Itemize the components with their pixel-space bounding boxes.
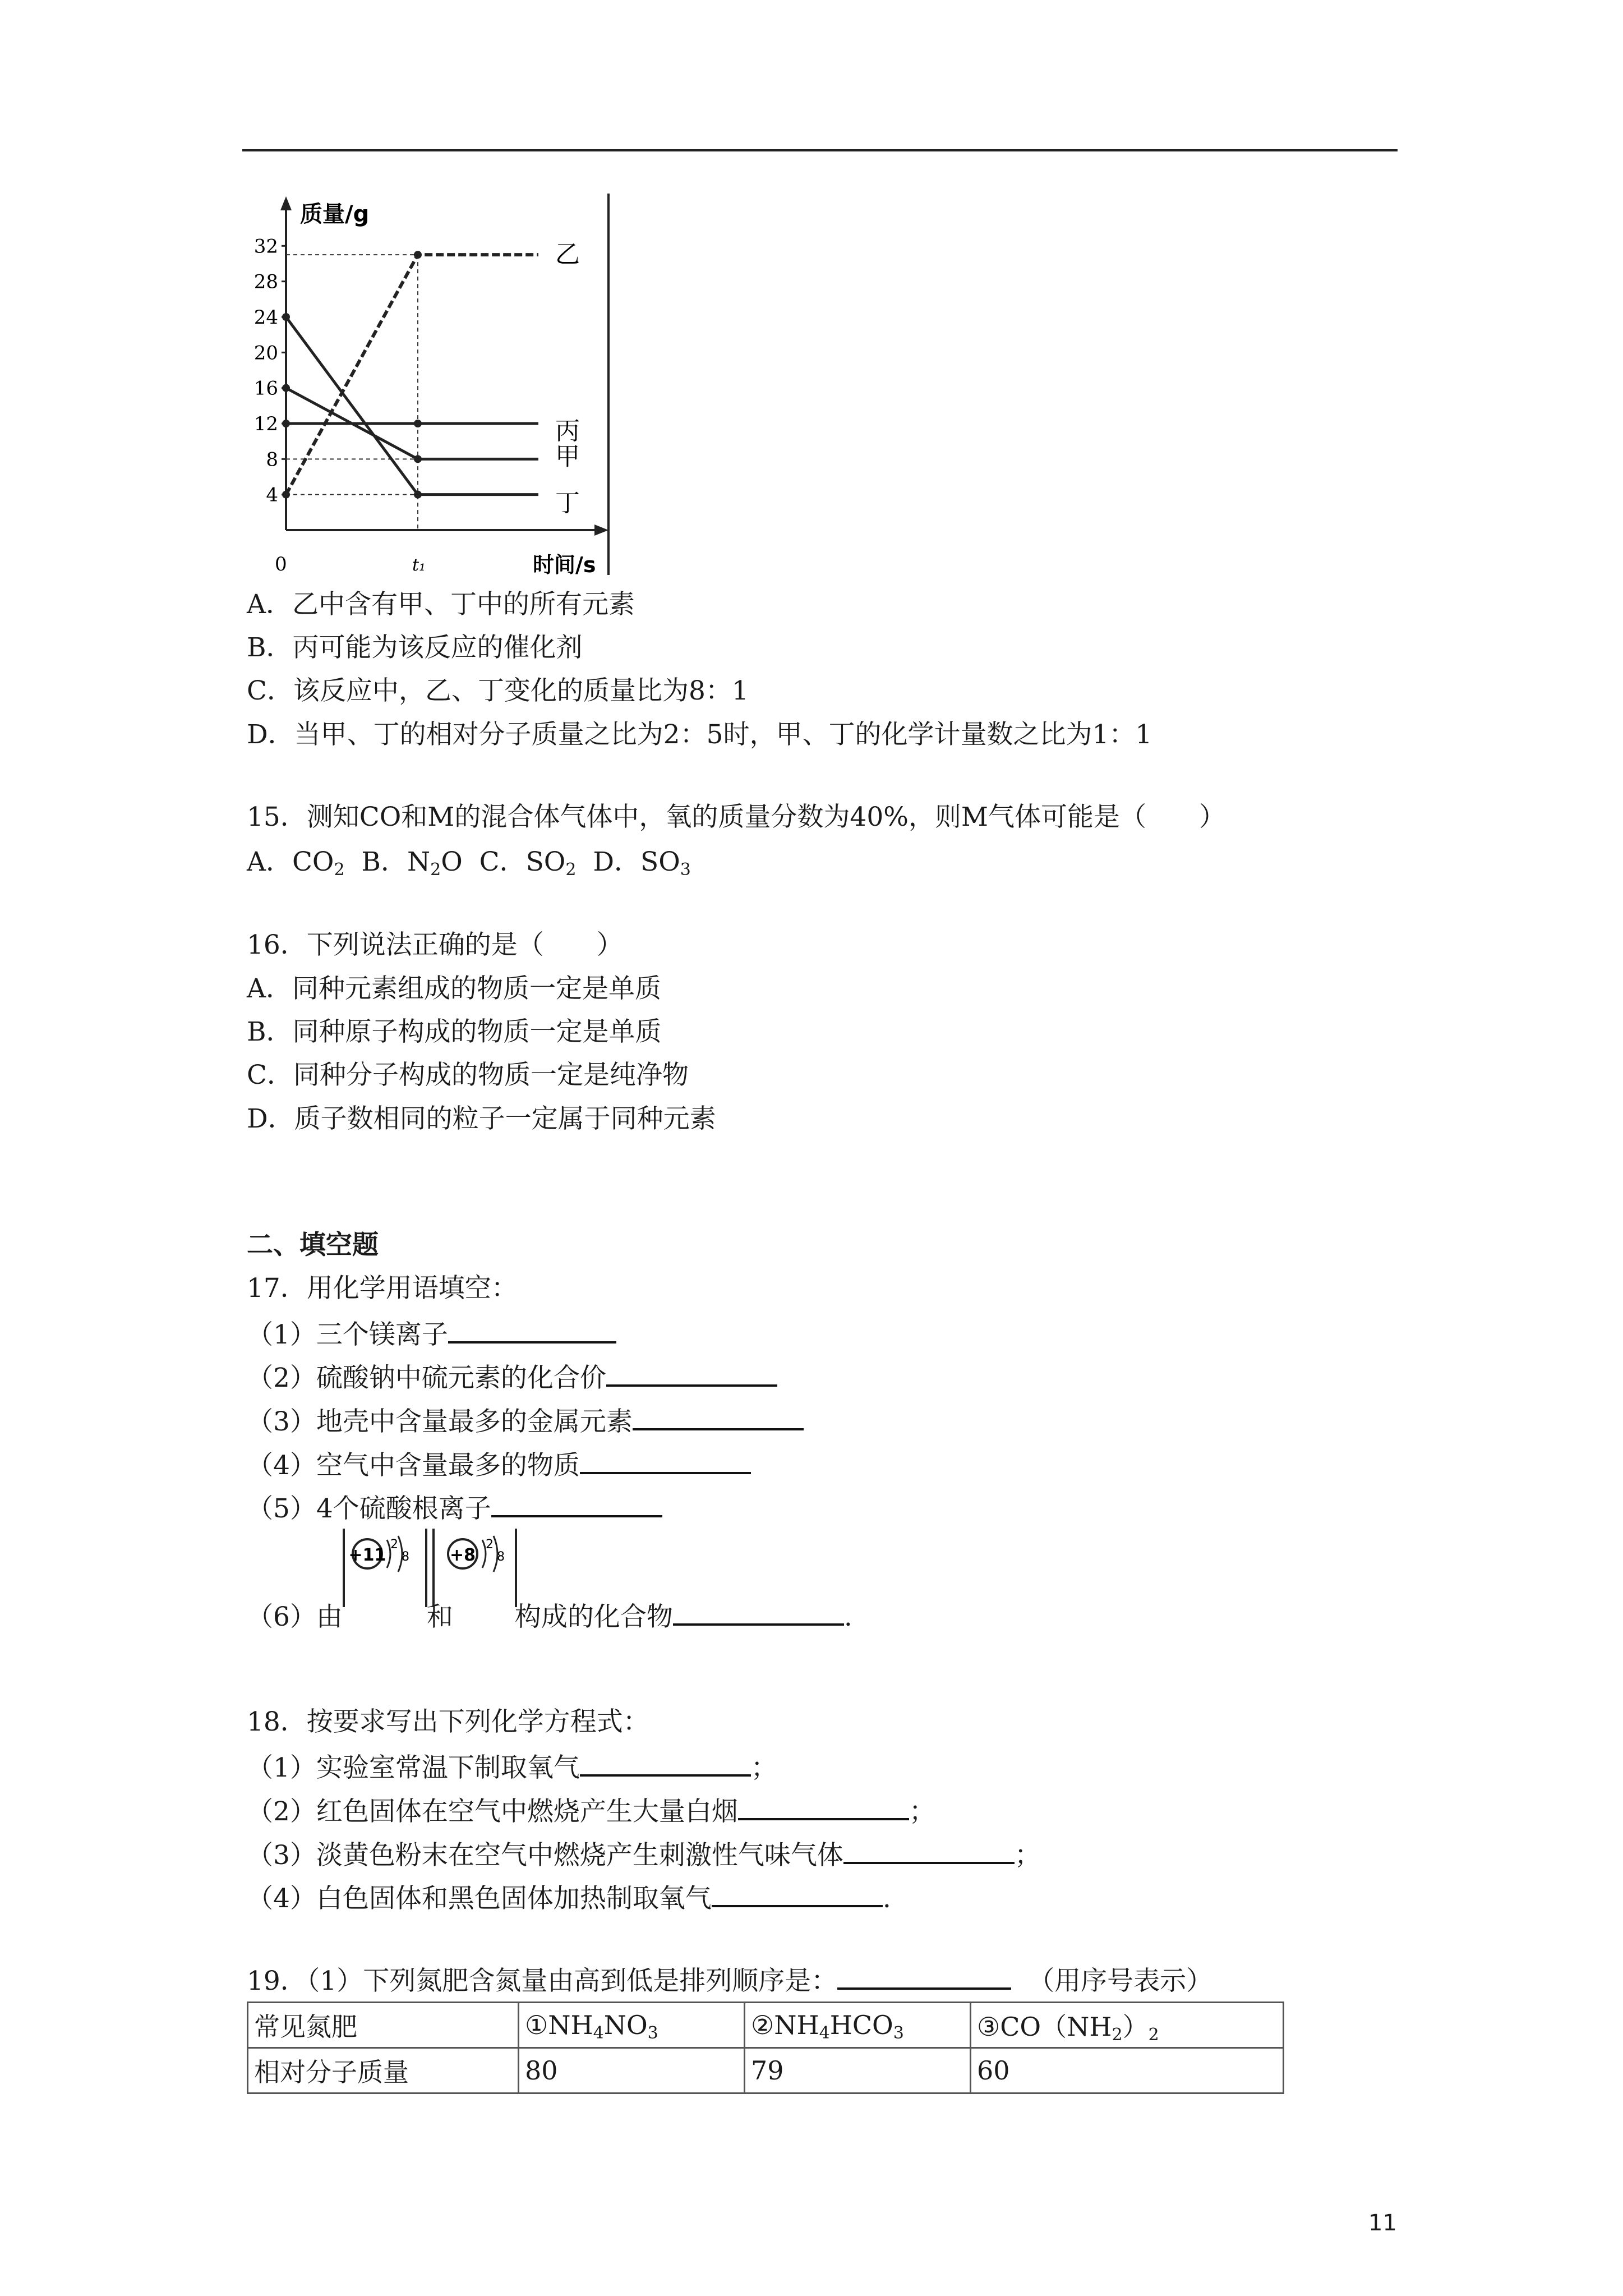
x-axis-arrow xyxy=(594,524,608,536)
y-tick-label: 28 xyxy=(253,270,278,293)
y-tick-label: 16 xyxy=(253,377,278,400)
series-label-甲: 甲 xyxy=(555,442,580,471)
q17-item-6: （6）由 和 构成的化合物 . xyxy=(247,1598,852,1634)
y-tick-label: 8 xyxy=(266,448,278,471)
y-tick-label: 4 xyxy=(266,484,278,507)
data-point xyxy=(282,313,290,321)
q15-option-c: C．SO xyxy=(479,846,566,877)
answer-blank[interactable] xyxy=(673,1598,844,1626)
x-axis-label: 时间/s xyxy=(533,553,596,575)
nitrogen-fertilizer-table xyxy=(247,2001,1284,2094)
q14-option-b: B．丙可能为该反应的催化剂 xyxy=(247,632,583,663)
atom1-nucleus: +11 xyxy=(348,1545,386,1565)
data-point xyxy=(414,491,422,499)
series-label-丙: 丙 xyxy=(555,417,580,445)
q17-item-1: （1）三个镁离子 xyxy=(247,1315,616,1352)
series-line-丁 xyxy=(286,317,538,495)
table-cell: 80 xyxy=(519,2048,745,2093)
y-tick-label: 24 xyxy=(253,306,278,329)
table-cell: 相对分子质量 xyxy=(248,2048,519,2093)
x-tick-label: t₁ xyxy=(412,555,426,575)
answer-blank[interactable] xyxy=(580,1446,751,1474)
table-row xyxy=(248,2003,1284,2048)
data-point xyxy=(282,420,290,427)
q18-item-3: （3）淡黄色粉末在空气中燃烧产生刺激性气味气体 ； xyxy=(247,1836,1041,1872)
answer-blank[interactable] xyxy=(491,1489,662,1517)
q14-option-a: A．乙中含有甲、丁中的所有元素 xyxy=(247,589,635,620)
answer-blank[interactable] xyxy=(580,1749,751,1777)
q17-item-5: （5）4个硫酸根离子 xyxy=(247,1489,662,1526)
q18-item-2: （2）红色固体在空气中燃烧产生大量白烟 ； xyxy=(247,1792,935,1829)
q16-option-d: D．质子数相同的粒子一定属于同种元素 xyxy=(247,1103,716,1134)
data-point xyxy=(414,251,422,259)
y-axis-arrow xyxy=(280,196,292,210)
y-tick-label: 20 xyxy=(253,342,278,365)
y-tick-label: 32 xyxy=(253,235,278,258)
header-rule xyxy=(242,149,1398,151)
mass-time-chart xyxy=(241,194,634,575)
table-cell: $①NH_4NO_3$ xyxy=(519,2003,745,2048)
chart-labels-group xyxy=(254,201,596,575)
q17-item-3: （3）地壳中含量最多的金属元素 xyxy=(247,1402,804,1439)
chart-axes xyxy=(243,194,608,575)
q15-option-a: A．CO xyxy=(247,846,334,877)
svg-text:8: 8 xyxy=(402,1550,409,1564)
data-point xyxy=(414,455,422,463)
y-tick-label: 12 xyxy=(253,413,278,435)
answer-blank[interactable] xyxy=(448,1315,616,1343)
y-axis-label: 质量/g xyxy=(300,201,370,227)
data-point xyxy=(282,384,290,392)
q15-option-b: B．N xyxy=(361,846,431,877)
table-cell: 常见氮肥 xyxy=(248,2003,519,2048)
q18-stem: 18．按要求写出下列化学方程式： xyxy=(247,1706,649,1737)
q15-option-d: D．SO xyxy=(593,846,680,877)
svg-text:2: 2 xyxy=(486,1538,494,1552)
answer-blank[interactable] xyxy=(633,1402,804,1430)
q17-stem: 17．用化学用语填空： xyxy=(247,1273,518,1304)
table-cell: 79 xyxy=(745,2048,971,2093)
q15-stem: 15．测知CO和M的混合体气体中，氧的质量分数为40%，则M气体可能是（ ） xyxy=(247,802,1226,832)
data-point xyxy=(282,491,290,499)
q17-item-4: （4）空气中含量最多的物质 xyxy=(247,1446,751,1483)
q18-item-1: （1）实验室常温下制取氧气 ； xyxy=(247,1749,777,1785)
q14-option-d: D．当甲、丁的相对分子质量之比为2：5时，甲、丁的化学计量数之比为1：1 xyxy=(247,719,1152,750)
answer-blank[interactable] xyxy=(837,1962,1011,1990)
q15-options: A．$CO_2$ B．$N_2O$ C．$SO_2$ D．$SO_3$ xyxy=(247,846,691,880)
page-number: 11 xyxy=(1368,2210,1397,2236)
table-cell: 60 xyxy=(971,2048,1284,2093)
section-title: 二、填空题 xyxy=(247,1230,379,1260)
answer-blank[interactable] xyxy=(843,1836,1015,1864)
series-label-乙: 乙 xyxy=(555,240,580,269)
data-point xyxy=(414,420,422,427)
svg-text:8: 8 xyxy=(497,1550,505,1564)
q17-item-2: （2）硫酸钠中硫元素的化合价 xyxy=(247,1359,777,1395)
table-cell: $②NH_4HCO_3$ xyxy=(745,2003,971,2048)
table-row xyxy=(248,2048,1284,2093)
atom2-nucleus: +8 xyxy=(449,1545,476,1565)
q14-option-c: C．该反应中，乙、丁变化的质量比为8：1 xyxy=(247,675,749,706)
q16-option-b: B．同种原子构成的物质一定是单质 xyxy=(247,1016,662,1047)
svg-text:2: 2 xyxy=(390,1538,398,1552)
q19-stem: 19．（1）下列氮肥含氮量由高到低是排列顺序是： （用序号表示） xyxy=(247,1962,1212,1998)
q18-item-4: （4）白色固体和黑色固体加热制取氧气 . xyxy=(247,1879,891,1916)
series-label-丁: 丁 xyxy=(555,489,580,518)
q16-stem: 16．下列说法正确的是（ ） xyxy=(247,930,623,960)
chart-series-group xyxy=(282,251,538,499)
answer-blank[interactable] xyxy=(738,1792,909,1820)
q16-option-c: C．同种分子构成的物质一定是纯净物 xyxy=(247,1060,689,1091)
x-tick-label: 0 xyxy=(275,553,287,575)
q16-option-a: A．同种元素组成的物质一定是单质 xyxy=(247,973,661,1004)
answer-blank[interactable] xyxy=(606,1359,777,1387)
answer-blank[interactable] xyxy=(712,1879,883,1907)
table-cell: $③CO(NH_2)_2$ xyxy=(971,2003,1284,2048)
